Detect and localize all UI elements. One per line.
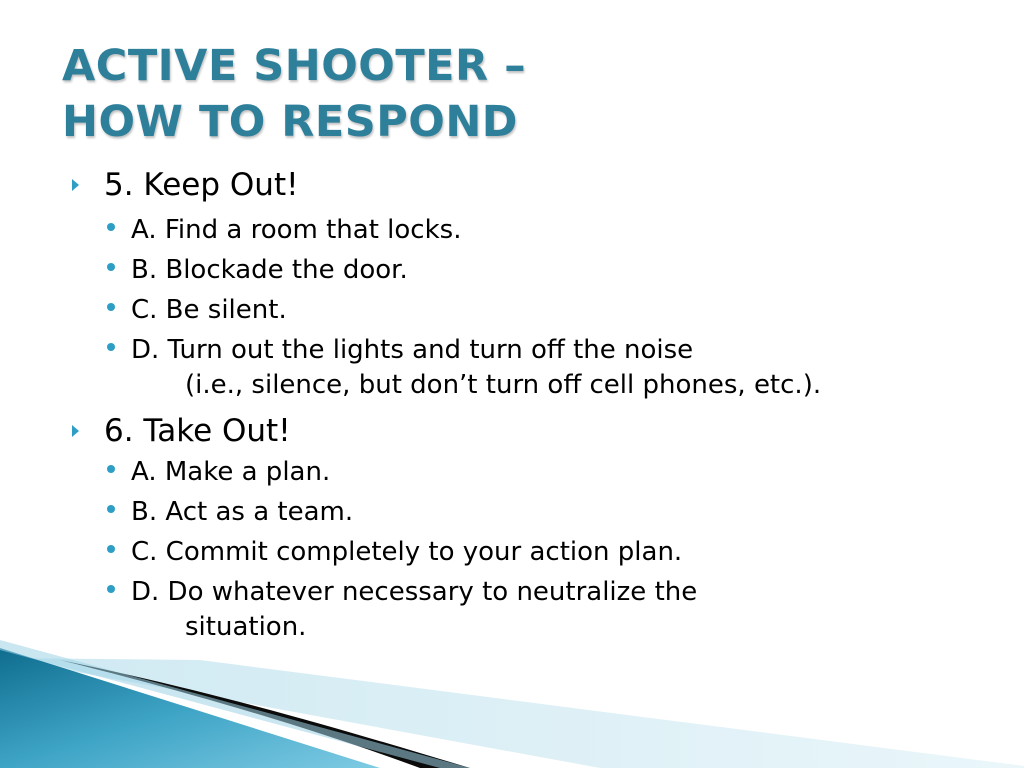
dot-bullet-icon: [107, 465, 115, 473]
list-item-continuation: situation.: [185, 612, 307, 642]
list-item: A. Make a plan.: [131, 457, 331, 487]
list-item: A. Find a room that locks.: [131, 215, 462, 245]
list-item: B. Act as a team.: [131, 497, 354, 527]
slide-title-line-2: HOW TO RESPOND: [62, 97, 519, 147]
dot-bullet-icon: [107, 263, 115, 271]
list-item-continuation: (i.e., silence, but don’t turn off cell phones, etc.).: [185, 370, 822, 400]
list-item: C. Be silent.: [131, 295, 287, 325]
list-item: C. Commit completely to your action plan.: [131, 537, 683, 567]
list-item: D. Do whatever necessary to neutralize the: [131, 577, 698, 607]
list-item: D. Turn out the lights and turn off the noise: [131, 335, 694, 365]
arrow-bullet-icon: [72, 179, 79, 191]
slide-title-line-1: ACTIVE SHOOTER –: [62, 41, 527, 91]
dot-bullet-icon: [107, 343, 115, 351]
dot-bullet-icon: [107, 223, 115, 231]
list-item: B. Blockade the door.: [131, 255, 408, 285]
dot-bullet-icon: [107, 585, 115, 593]
arrow-bullet-icon: [72, 425, 79, 437]
section-heading-keep-out: 5. Keep Out!: [104, 167, 299, 203]
section-heading-take-out: 6. Take Out!: [104, 413, 291, 449]
dot-bullet-icon: [107, 303, 115, 311]
decorative-wave-graphic: [0, 640, 1024, 768]
dot-bullet-icon: [107, 505, 115, 513]
dot-bullet-icon: [107, 545, 115, 553]
